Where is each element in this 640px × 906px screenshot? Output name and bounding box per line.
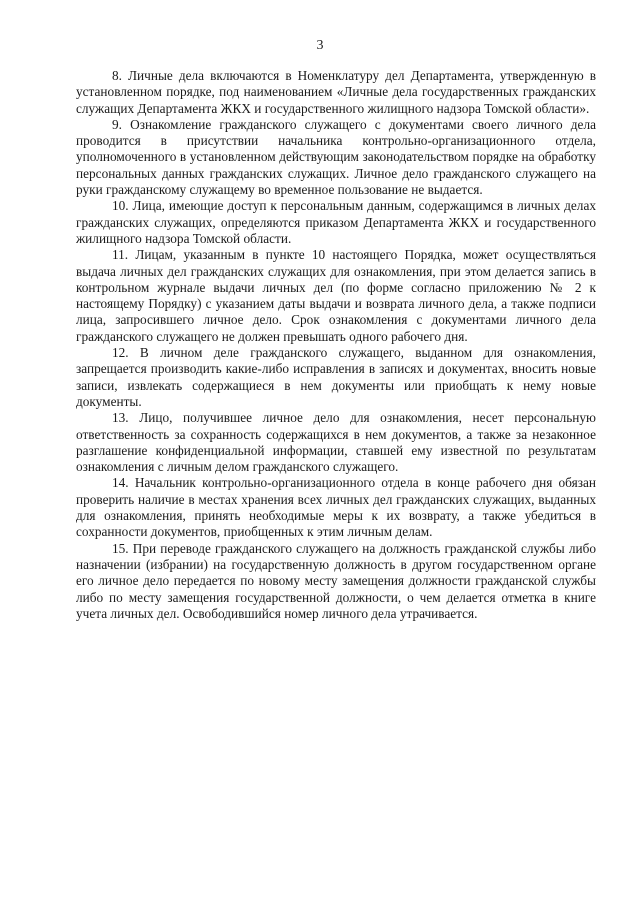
paragraph-13: 13. Лицо, получившее личное дело для ознакомления, несет персональную ответственность за сохранность содержащихся в нем документов, а также за незаконное разглашение конфиденциальной информации, ставшей ему известной по результатам ознакомления с личным делом гражданского служащего. <box>76 410 596 475</box>
paragraph-10: 10. Лица, имеющие доступ к персональным данным, содержащимся в личных делах гражданских служащих, определяются приказом Департамента ЖКХ и государственного жилищного надзора Томской области. <box>76 198 596 246</box>
paragraph-8: 8. Личные дела включаются в Номенклатуру дел Департамента, утвержденную в установленном порядке, под наименованием «Личные дела государственных гражданских служащих Департамента ЖКХ и государственного жилищного надзора Томской области». <box>76 68 596 116</box>
paragraph-14: 14. Начальник контрольно-организационного отдела в конце рабочего дня обязан проверить наличие в местах хранения всех личных дел гражданских служащих, выданных для ознакомления, принять необходимые меры к их возврату, а также убедиться в сохранности документов, приобщенных к этим личным делам. <box>76 475 596 540</box>
paragraph-12: 12. В личном деле гражданского служащего, выданном для ознакомления, запрещается производить какие-либо исправления в записях и документах, вносить новые записи, извлекать содержащиеся в нем документы или приобщать к нему новые документы. <box>76 345 596 409</box>
paragraph-11: 11. Лицам, указанным в пункте 10 настоящего Порядка, может осуществляться выдача личных дел гражданских служащих для ознакомления, при этом делается запись в контрольном журнале выдачи личных дел (по форме согласно приложению № 2 к настоящему Порядку) с указанием даты выдачи и возврата личного дела, а также подписи лица, запросившего личное дело. Срок ознакомления с документами личного дела гражданского служащего не должен превышать одного рабочего дня. <box>76 247 596 344</box>
document-body <box>76 68 596 622</box>
paragraph-15: 15. При переводе гражданского служащего на должность гражданской службы либо назначении (избрании) на государственную должность в другом государственном органе его личное дело передается по новому месту замещения должности гражданской службы либо по месту замещения государственной должности, о чем делается отметка в книге учета личных дел. Освободившийся номер личного дела утрачивается. <box>76 540 596 621</box>
page-number: 3 <box>316 38 324 53</box>
paragraph-9: 9. Ознакомление гражданского служащего с документами своего личного дела проводится в присутствии начальника контрольно-организационного отдела, уполномоченного в установленном действующим законодательством порядке на обработку персональных данных гражданских служащих. Личное дело гражданского служащего на руки гражданскому служащему во временное пользование не выдается. <box>76 116 596 198</box>
